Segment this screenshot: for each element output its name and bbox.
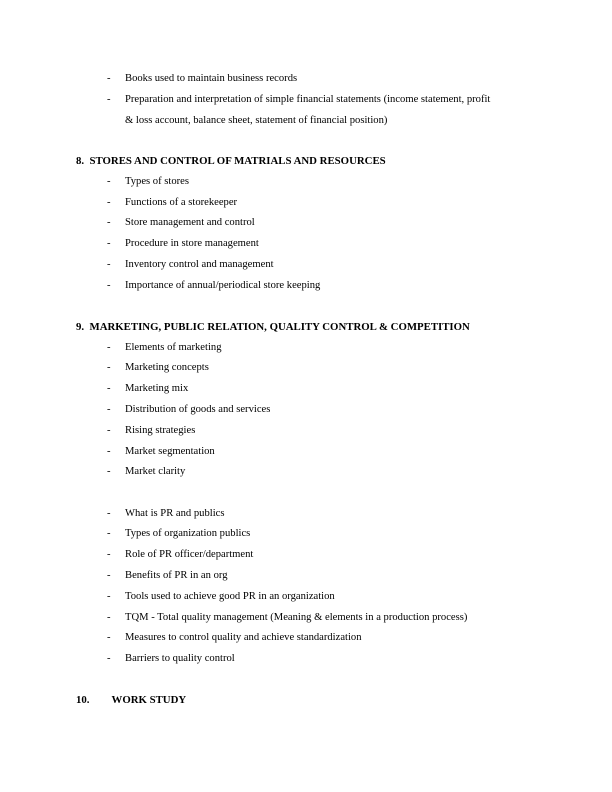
bullet-dash: - [107, 612, 111, 623]
bullet-dash: - [107, 508, 111, 519]
list-item-text: What is PR and publics [125, 508, 225, 519]
list-item-text: Functions of a storekeeper [125, 197, 238, 208]
list-item-text: Types of organization publics [125, 528, 251, 539]
list-item-text: TQM - Total quality management (Meaning & elements in a production process) [125, 612, 468, 623]
list-item-text: Elements of marketing [125, 342, 222, 353]
bullet-dash: - [107, 280, 111, 291]
bullet-dash: - [107, 362, 111, 373]
list-item-text: Store management and control [125, 217, 255, 228]
section-number: 9. [76, 321, 87, 333]
bullet-dash: - [107, 342, 111, 353]
list-item-continuation: & loss account, balance sheet, statement of financial position) [125, 115, 388, 126]
bullet-dash: - [107, 549, 111, 560]
list-item-text: Barriers to quality control [125, 653, 235, 664]
bullet-dash: - [107, 404, 111, 415]
list-item-text: Market segmentation [125, 446, 215, 457]
bullet-dash: - [107, 466, 111, 477]
section-heading-9 [76, 320, 470, 334]
list-item-text: Preparation and interpretation of simple financial statements (income statement, profit [125, 94, 491, 105]
section-title: MARKETING, PUBLIC RELATION, QUALITY CONTROL & COMPETITION [89, 321, 470, 333]
bullet-dash: - [107, 425, 111, 436]
bullet-dash: - [107, 632, 111, 643]
bullet-dash: - [107, 570, 111, 581]
list-item-text: Marketing mix [125, 383, 189, 394]
list-item-text: Tools used to achieve good PR in an organization [125, 591, 335, 602]
bullet-dash: - [107, 383, 111, 394]
bullet-dash: - [107, 653, 111, 664]
list-item-text: Books used to maintain business records [125, 73, 298, 84]
bullet-dash: - [107, 238, 111, 249]
list-item-text: Marketing concepts [125, 362, 209, 373]
bullet-dash: - [107, 217, 111, 228]
section-title: STORES AND CONTROL OF MATRIALS AND RESOURCES [89, 155, 386, 167]
section-title: WORK STUDY [111, 694, 187, 706]
bullet-dash: - [107, 94, 111, 105]
list-item-text: Role of PR officer/department [125, 549, 254, 560]
bullet-dash: - [107, 176, 111, 187]
bullet-dash: - [107, 591, 111, 602]
section-heading-8 [76, 154, 386, 168]
list-item-text: Benefits of PR in an org [125, 570, 228, 581]
section-number: 8. [76, 155, 87, 167]
bullet-dash: - [107, 259, 111, 270]
list-item-text: Distribution of goods and services [125, 404, 271, 415]
bullet-dash: - [107, 197, 111, 208]
section-number: 10. [76, 694, 90, 706]
list-item-text: Rising strategies [125, 425, 196, 436]
list-item-text: Market clarity [125, 466, 186, 477]
list-item-text: Procedure in store management [125, 238, 259, 249]
list-item-text: Importance of annual/periodical store keeping [125, 280, 321, 291]
bullet-dash: - [107, 73, 111, 84]
list-item-text: Inventory control and management [125, 259, 274, 270]
section-heading-10 [76, 693, 186, 707]
bullet-dash: - [107, 446, 111, 457]
bullet-dash: - [107, 528, 111, 539]
list-item-text: Measures to control quality and achieve standardization [125, 632, 362, 643]
list-item-text: Types of stores [125, 176, 189, 187]
